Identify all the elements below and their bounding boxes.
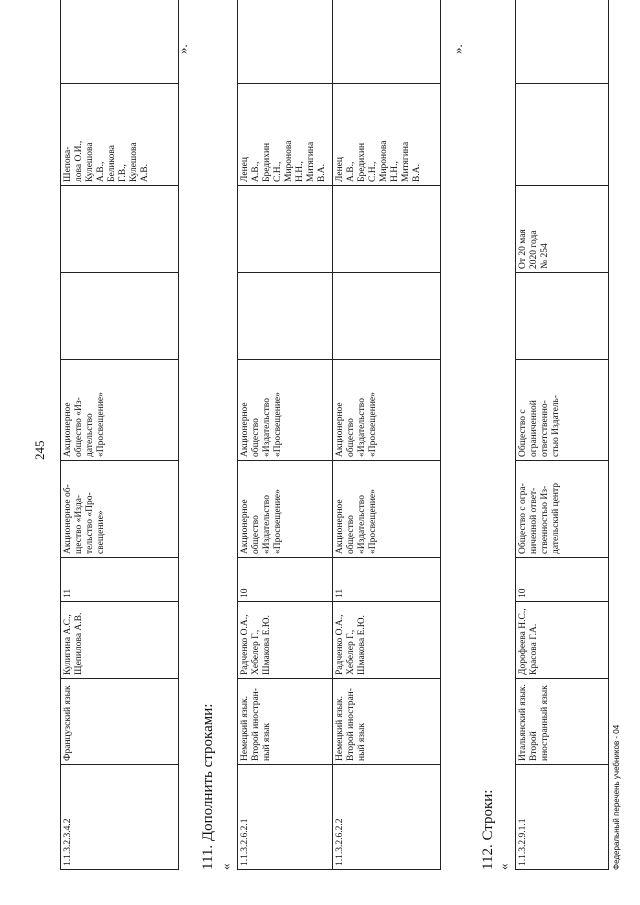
row-applicant: Акционерное об- щество «Изда- тельство «Про- свещение» [61,461,179,558]
table-row [516,0,609,870]
row-empty [238,186,333,273]
table-row [238,0,333,870]
page-number: 245 [32,440,47,460]
row-empty [238,273,333,360]
row-empty [61,273,179,360]
row-subject: Немецкий язык. Второй иностран- ный язык [238,679,333,765]
row-order: От 20 мая 2020 года № 254 [516,186,609,273]
row-authors: Дорофеева Н.С., Красова Г.А. [516,602,609,679]
opening-quote: « [496,863,511,870]
row-subject: Немецкий язык. Второй иностран- ный язык [333,679,441,765]
row-applicant: Акционерное общество «Издательство «Просвещение» [238,461,333,558]
row-applicant: Акционерное общество «Издательство «Просвещение» [333,461,441,558]
closing-quote: ». [450,44,465,54]
row-grade: 10 [238,558,333,602]
section-heading-111: 111. Дополнить строками: [200,703,216,870]
page-footer: Федеральный перечень учебников - 04 [612,724,621,870]
row-publisher: Акционерное общество «Из- дательство «Просвещение» [61,360,179,461]
section-heading-112: 112. Строки: [480,789,496,870]
row-subject: Французский язык [61,679,179,765]
row-code: 1.1.3.2.6.2.2 [333,765,441,870]
row-empty [516,84,609,186]
row-empty [61,0,179,84]
row-empty [333,273,441,360]
table-row [61,0,179,870]
row-empty [333,0,441,84]
row-applicant: Общество с огра- ниченной ответ- ственностью Из- дательский центр [516,461,609,558]
row-empty [238,0,333,84]
row-experts: Шепова- лова О.И., Кулешова А.В., Беликова Г.В., Кулешова А.В. [61,84,179,186]
table-rows-111 [237,0,441,870]
row-empty [333,186,441,273]
table-row-3242 [60,0,179,870]
row-authors: Кулигина А.С., Щепилова А.В. [61,602,179,679]
closing-quote: ». [175,44,190,54]
row-grade: 11 [333,558,441,602]
row-code: 1.1.3.2.3.4.2 [61,765,179,870]
row-grade: 10 [516,558,609,602]
row-grade: 11 [61,558,179,602]
table-row [333,0,441,870]
row-experts: Ленец А.В., Бредихин С.Н., Миронова Н.Н., Митягина В.А. [333,84,441,186]
table-row-2911 [515,0,609,870]
row-empty [516,273,609,360]
row-publisher: Общество с ограниченной ответственно- стью Издатель- [516,360,609,461]
row-subject: Итальянский язык. Второй иностранный язык [516,679,609,765]
row-order [61,186,179,273]
row-code: 1.1.3.2.6.2.1 [238,765,333,870]
row-publisher: Акционерное общество «Издательство «Просвещение» [333,360,441,461]
row-authors: Радченко О.А., Хебелер Г., Шмакова Е.Ю. [333,602,441,679]
row-experts: Ленец А.В., Бредихин С.Н., Миронова Н.Н., Митягина В.А. [238,84,333,186]
row-authors: Радченко О.А., Хебелер Г., Шмакова Е.Ю. [238,602,333,679]
row-empty [516,0,609,84]
opening-quote: « [218,863,233,870]
row-publisher: Акционерное общество «Издательство «Просвещение» [238,360,333,461]
row-code: 1.1.3.2.9.1.1 [516,765,609,870]
